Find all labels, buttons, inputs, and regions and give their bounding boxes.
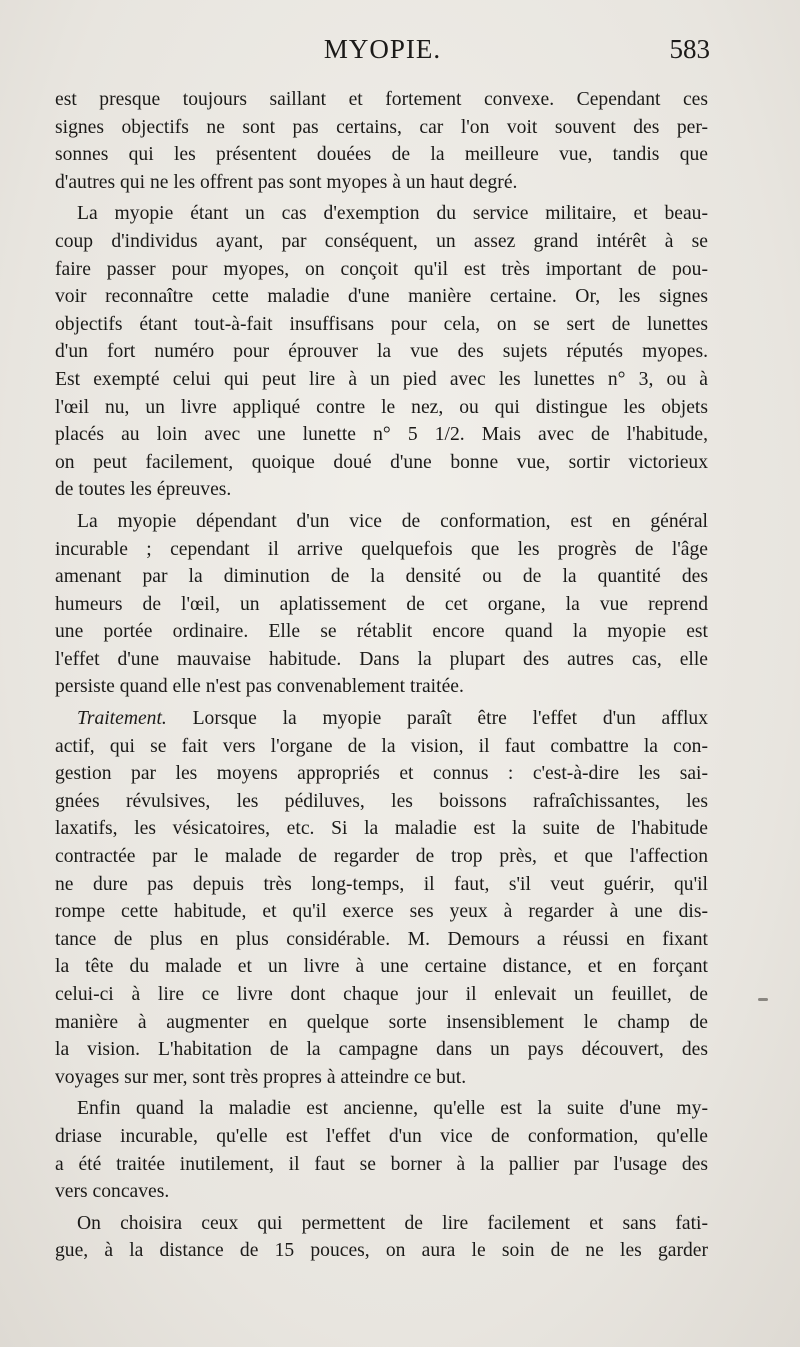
text-line: objectifs étant tout-à-fait insuffisans pour cela, on se sert de lunettes [55, 313, 708, 335]
text-line: ne dure pas depuis très long-temps, il faut, s'il veut guérir, qu'il [55, 873, 708, 895]
text-line: Enfin quand la maladie est ancienne, qu'elle est la suite d'une my- [77, 1098, 708, 1120]
text-line: gestion par les moyens appropriés et connus : c'est-à-dire les sai- [55, 763, 708, 785]
text-line: est presque toujours saillant et fortement convexe. Cependant ces [55, 89, 708, 110]
text-line: d'autres qui ne les offrent pas sont myopes à un haut degré. [55, 171, 518, 193]
text-line: amenant par la diminution de la densité ou de la quantité des [55, 566, 708, 588]
page-header [55, 34, 710, 70]
page-number: 583 [669, 34, 710, 64]
paragraph [55, 86, 708, 196]
text-line: tance de plus en plus considérable. M. Demours a réussi en fixant [55, 928, 708, 950]
text-line: d'un fort numéro pour éprouver la vue des sujets réputés myopes. [55, 341, 708, 363]
text-line: l'effet d'une mauvaise habitude. Dans la plupart des autres cas, elle [55, 648, 708, 670]
paragraph [55, 1095, 708, 1205]
text-line: de toutes les épreuves. [55, 479, 232, 501]
text-line: driase incurable, qu'elle est l'effet d'un vice de conformation, qu'elle [55, 1125, 708, 1147]
body-text [55, 86, 708, 1269]
text-line: La myopie dépendant d'un vice de conformation, est en général [77, 510, 708, 532]
text-line: sonnes qui les présentent douées de la meilleure vue, tandis que [55, 144, 708, 166]
text-line: vers concaves. [55, 1181, 170, 1203]
text-line: On choisira ceux qui permettent de lire facilement et sans fati- [77, 1212, 708, 1234]
text-line: persiste quand elle n'est pas convenablement traitée. [55, 676, 464, 698]
text-line: voir reconnaître cette maladie d'une manière certaine. Or, les signes [55, 286, 708, 308]
text-line: a été traitée inutilement, il faut se borner à la pallier par l'usage des [55, 1153, 708, 1175]
paragraph [55, 508, 708, 701]
paragraph [55, 200, 708, 504]
text-line: celui-ci à lire ce livre dont chaque jour il enlevait un feuillet, de [55, 984, 708, 1005]
text-line: rompe cette habitude, et qu'il exerce ses yeux à regarder à une dis- [55, 901, 708, 923]
text-line: la vision. L'habitation de la campagne dans un pays découvert, des [55, 1039, 708, 1061]
text-line: actif, qui se fait vers l'organe de la vision, il faut combattre la con- [55, 735, 708, 757]
text-line: gnées révulsives, les pédiluves, les boissons rafraîchissantes, les [55, 790, 708, 812]
text-line: Est exempté celui qui peut lire à un pied avec les lunettes n° 3, ou à [55, 368, 708, 390]
margin-mark [758, 998, 768, 1001]
text-line: contractée par le malade de regarder de trop près, et que l'affection [55, 846, 708, 868]
text-line [55, 705, 708, 733]
text-line: faire passer pour myopes, on conçoit qu'il est très important de pou- [55, 258, 708, 280]
text-line: voyages sur mer, sont très propres à atteindre ce but. [55, 1066, 467, 1088]
text-line: placés au loin avec une lunette n° 5 1/2. Mais avec de l'habitude, [55, 424, 708, 446]
text-line: gue, à la distance de 15 pouces, on aura le soin de ne les garder [55, 1240, 708, 1262]
line-text: Lorsque la myopie paraît être l'effet d'un afflux [166, 708, 708, 730]
text-line: humeurs de l'œil, un aplatissement de cet organe, la vue reprend [55, 593, 708, 615]
text-line: laxatifs, les vésicatoires, etc. Si la maladie est la suite de l'habitude [55, 818, 708, 840]
text-line: la tête du malade et un livre à une certaine distance, et en forçant [55, 956, 708, 978]
text-line: on peut facilement, quoique doué d'une bonne vue, sortir victorieux [55, 451, 708, 473]
paragraph [55, 1210, 708, 1265]
text-line: La myopie étant un cas d'exemption du service militaire, et beau- [77, 203, 708, 225]
text-line: manière à augmenter en quelque sorte insensiblement le champ de [55, 1011, 708, 1033]
paragraph [55, 705, 708, 1091]
text-line: l'œil nu, un livre appliqué contre le nez, ou qui distingue les objets [55, 396, 708, 418]
text-line: signes objectifs ne sont pas certains, car l'on voit souvent des per- [55, 116, 708, 138]
running-title: MYOPIE. [323, 34, 442, 64]
italic-lead: Traitement. [77, 708, 167, 730]
text-line: incurable ; cependant il arrive quelquefois que les progrès de l'âge [55, 538, 708, 560]
text-line: coup d'individus ayant, par conséquent, un assez grand intérêt à se [55, 230, 708, 252]
text-line: une portée ordinaire. Elle se rétablit encore quand la myopie est [55, 621, 708, 643]
